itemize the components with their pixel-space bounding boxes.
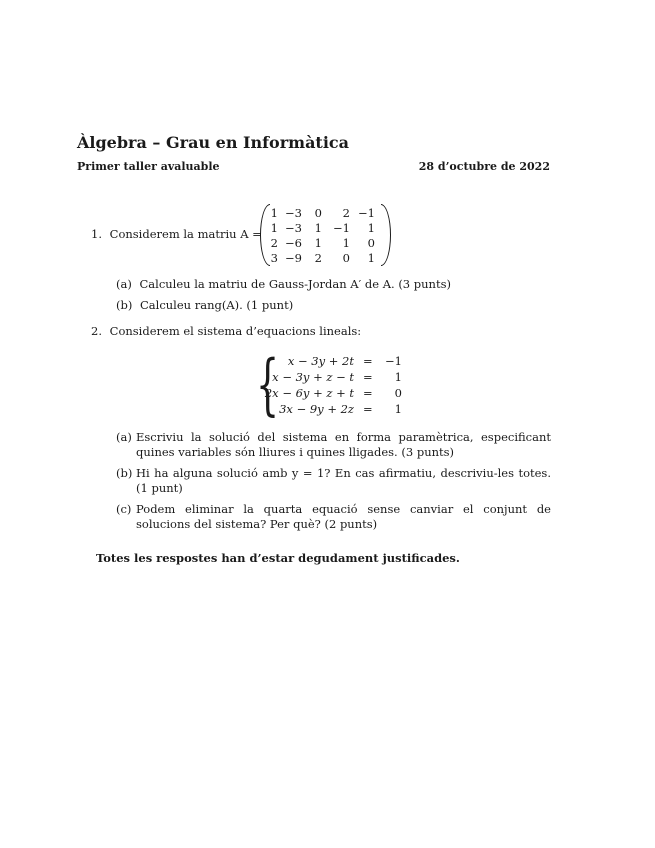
equals-sign: =: [363, 354, 373, 368]
justification-note: Totes les respostes han d’estar degudament justificades.: [96, 551, 460, 565]
matrix-cell: 0: [367, 236, 375, 250]
matrix-cell: 0: [314, 206, 322, 220]
part-label: (b): [116, 298, 133, 312]
exam-date: 28 d’octubre de 2022: [418, 160, 550, 173]
question-number: 1.: [91, 227, 102, 241]
page-title: Àlgebra – Grau en Informàtica: [77, 133, 350, 152]
part-text: Calculeu rang(A). (1 punt): [140, 298, 294, 312]
matrix-cell: −3: [285, 221, 302, 235]
right-parenthesis: [381, 204, 391, 266]
matrix-cell: −1: [333, 221, 350, 235]
matrix-cell: 1: [270, 221, 278, 235]
equation-lhs-text: 2x − 6y + z + t: [264, 386, 354, 400]
equation-lhs: [268, 370, 354, 384]
equation-lhs: [268, 354, 354, 368]
equals-sign: =: [363, 402, 373, 416]
question-2-part-a-text: Escriviu la solució del sistema en forma paramètrica, especificant quines variables són lliures i quines lligades. (3 punts): [136, 430, 551, 459]
question-text: Considerem el sistema d’equacions lineals:: [109, 324, 362, 338]
matrix-cell: −9: [285, 251, 302, 265]
equals-sign: =: [363, 386, 373, 400]
part-label: (a): [116, 430, 132, 444]
matrix-cell: 1: [314, 221, 322, 235]
equation-rhs: 1: [394, 370, 402, 384]
equation-rhs: 0: [394, 386, 402, 400]
matrix-cell: 1: [342, 236, 350, 250]
equals-sign: =: [363, 370, 373, 384]
equation-rhs: −1: [385, 354, 402, 368]
equation-lhs-text: 3x − 9y + 2z: [279, 402, 354, 416]
matrix-cell: 1: [367, 221, 375, 235]
question-1-part-b: [116, 298, 293, 312]
matrix-cell: 1: [270, 206, 278, 220]
equation-lhs: [264, 386, 354, 400]
question-2-part-b-text: Hi ha alguna solució amb y = 1? En cas afirmatiu, descriviu-les totes. (1 punt): [136, 466, 551, 495]
equation-rhs: 1: [394, 402, 402, 416]
part-label: (a): [116, 277, 132, 291]
question-number: 2.: [91, 324, 102, 338]
question-2-intro: [91, 324, 361, 338]
matrix-cell: 2: [342, 206, 350, 220]
matrix-cell: 1: [367, 251, 375, 265]
matrix-cell: −6: [285, 236, 302, 250]
question-text: Considerem la matriu A =: [109, 227, 262, 241]
matrix-cell: 0: [342, 251, 350, 265]
equation-lhs-text: x − 3y + z − t: [272, 370, 354, 384]
matrix-cell: −3: [285, 206, 302, 220]
part-text: Calculeu la matriu de Gauss-Jordan A′ de A. (3 punts): [139, 277, 451, 291]
part-label: (b): [116, 466, 133, 480]
part-label: (c): [116, 502, 132, 516]
equation-lhs-text: x − 3y + 2t: [287, 354, 354, 368]
matrix-cell: −1: [358, 206, 375, 220]
matrix-cell: 3: [270, 251, 278, 265]
question-2-part-c-text: Podem eliminar la quarta equació sense canviar el conjunt de solucions del sistema? Per què? (2 punts): [136, 502, 551, 531]
matrix-a: [258, 204, 393, 266]
matrix-cell: 2: [270, 236, 278, 250]
exam-subtitle: Primer taller avaluable: [77, 160, 220, 173]
matrix-cell: 2: [314, 251, 322, 265]
question-1-part-a: [116, 277, 451, 291]
matrix-cell: 1: [314, 236, 322, 250]
question-1-intro: [91, 227, 262, 241]
system-brace: {: [256, 346, 280, 423]
equation-lhs: [268, 402, 354, 416]
